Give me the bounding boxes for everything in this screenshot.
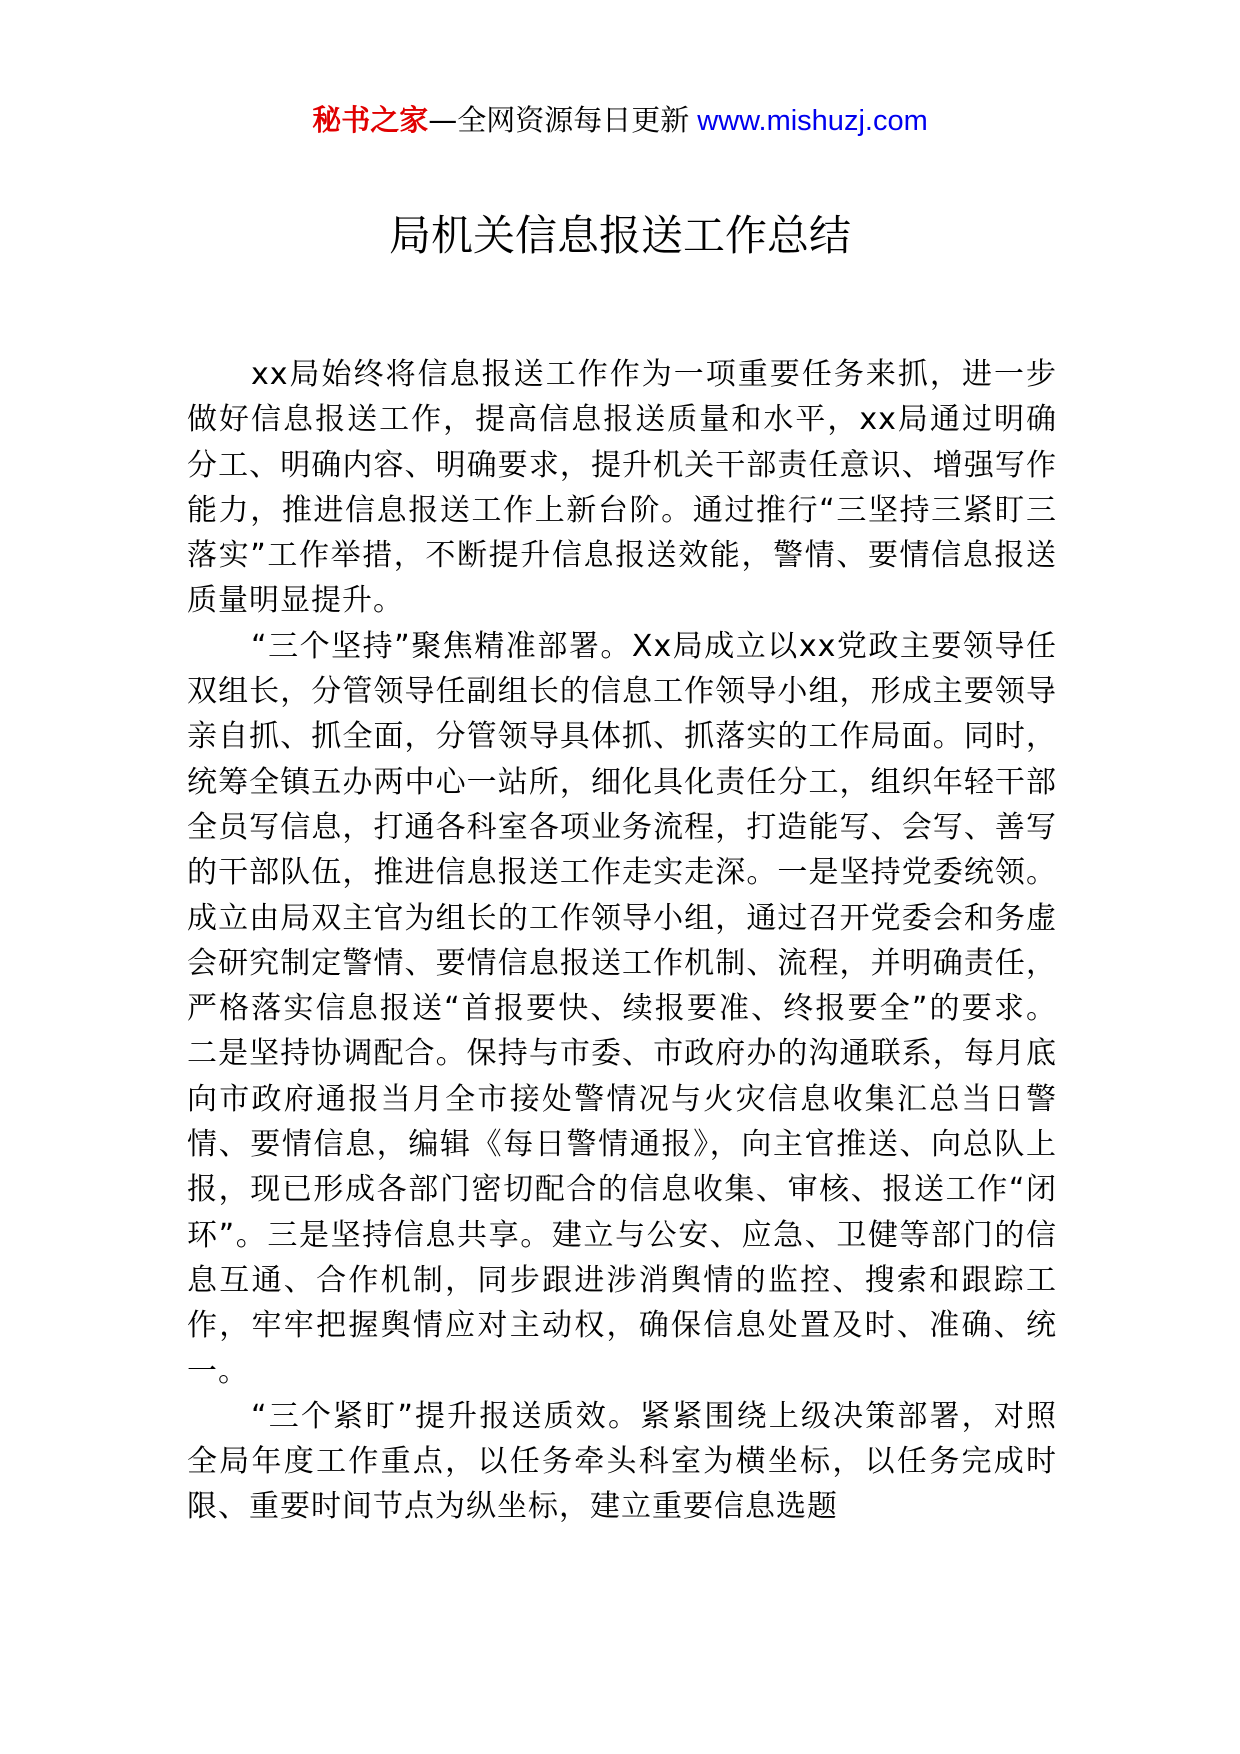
site-url-link[interactable]: www.mishuzj.com xyxy=(697,105,928,137)
document-title: 局机关信息报送工作总结 xyxy=(388,211,851,260)
document-body xyxy=(187,352,1057,1530)
header-tagline: —全网资源每日更新 xyxy=(428,103,690,137)
paragraph-intro: xx局始终将信息报送工作作为一项重要任务来抓，进一步做好信息报送工作，提高信息报送质量和水平，xx局通过明确分工、明确内容、明确要求，提升机关干部责任意识、增强写作能力，推进信息报送工作上新台阶。通过推行“三坚持三紧盯三落实”工作举措，不断提升信息报送效能，警情、要情信息报送质量明显提升。 xyxy=(187,357,1057,619)
site-header xyxy=(0,100,1240,141)
brand-name: 秘书之家 xyxy=(312,103,429,137)
paragraph-three-focus: “三个紧盯”提升报送质效。紧紧围绕上级决策部署，对照全局年度工作重点，以任务牵头科室为横坐标，以任务完成时限、重要时间节点为纵坐标，建立重要信息选题 xyxy=(187,1398,1057,1525)
paragraph-three-persist: “三个坚持”聚焦精准部署。Xx局成立以xx党政主要领导任双组长，分管领导任副组长的信息工作领导小组，形成主要领导亲自抓、抓全面，分管领导具体抓、抓落实的工作局面。同时，统筹全镇五办两中心一站所，细化具化责任分工，组织年轻干部全员写信息，打通各科室各项业务流程，打造能写、会写、善写的干部队伍，推进信息报送工作走实走深。一是坚持党委统领。成立由局双主官为组长的工作领导小组，通过召开党委会和务虚会研究制定警情、要情信息报送工作机制、流程，并明确责任，严格落实信息报送“首报要快、续报要准、终报要全”的要求。二是坚持协调配合。保持与市委、市政府办的沟通联系，每月底向市政府通报当月全市接处警情况与火灾信息收集汇总当日警情、要情信息，编辑《每日警情通报》，向主官推送、向总队上报，现已形成各部门密切配合的信息收集、审核、报送工作“闭环”。三是坚持信息共享。建立与公安、应急、卫健等部门的信息互通、合作机制，同步跟进涉消舆情的监控、搜索和跟踪工作，牢牢把握舆情应对主动权，确保信息处置及时、准确、统一。 xyxy=(187,628,1057,1389)
